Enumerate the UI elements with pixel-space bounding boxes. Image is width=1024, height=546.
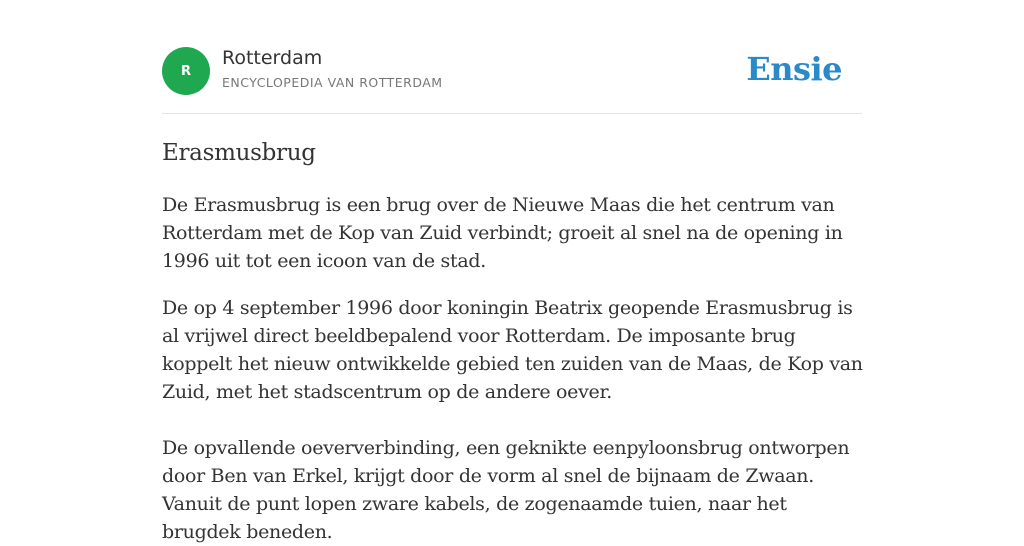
article-lead: De Erasmusbrug is een brug over de Nieuwe Maas die het centrum van Rotterdam met de Kop van Zuid verbindt; groeit al snel na de opening in 1996 uit tot een icoon van de stad.: [162, 194, 843, 272]
avatar[interactable]: R: [162, 47, 210, 95]
article-title: Erasmusbrug: [162, 140, 316, 166]
site-header: [162, 47, 862, 95]
article: [162, 137, 867, 546]
ensie-logo[interactable]: Ensie: [746, 50, 842, 88]
header-divider: [162, 113, 862, 114]
article-paragraph: De opvallende oeververbinding, een geknikte eenpyloonsbrug ontworpen door Ben van Erkel, krijgt door de vorm al snel de bijnaam de Zwaan. Vanuit de punt lopen zware kabels, de zogenaamde tuien, naar het brugdek beneden.: [162, 437, 850, 543]
site-title[interactable]: Rotterdam: [222, 47, 323, 69]
article-paragraph: De op 4 september 1996 door koningin Beatrix geopende Erasmusbrug is al vrijwel direct beeldbepalend voor Rotterdam. De imposante brug koppelt het nieuw ontwikkelde gebied ten zuiden van de Maas, de Kop van Zuid, met het stadscentrum op de andere oever.: [162, 297, 863, 403]
site-subtitle: ENCYCLOPEDIA VAN ROTTERDAM: [222, 75, 443, 90]
